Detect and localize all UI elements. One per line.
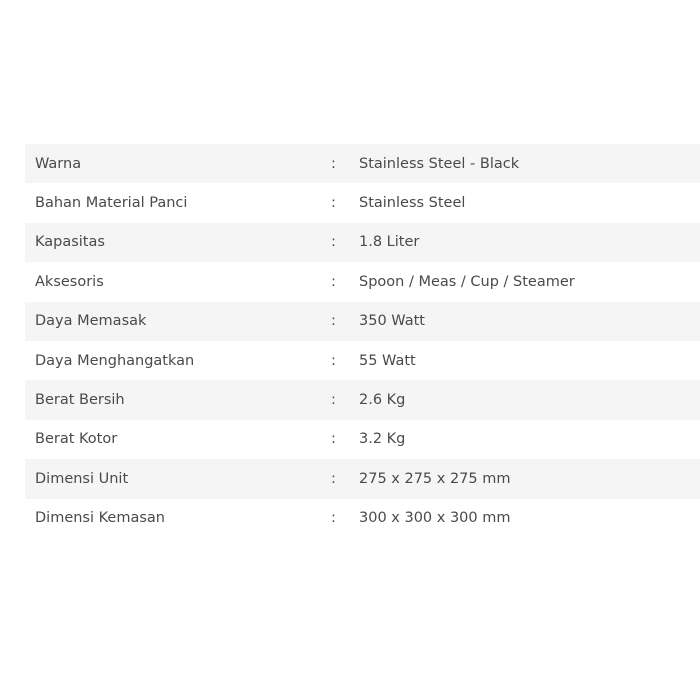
- spec-label: Warna: [35, 155, 82, 172]
- spec-value: Stainless Steel - Black: [359, 155, 520, 172]
- spec-row-warna: [25, 144, 700, 183]
- spec-label: Berat Kotor: [35, 431, 118, 448]
- spec-value: 1.8 Liter: [359, 234, 420, 251]
- spec-value: 275 x 275 x 275 mm: [359, 470, 511, 487]
- spec-label: Daya Memasak: [35, 313, 147, 330]
- spec-separator: :: [331, 392, 336, 409]
- spec-value: 300 x 300 x 300 mm: [359, 510, 511, 527]
- spec-label: Dimensi Unit: [35, 470, 129, 487]
- spec-row-daya-menghangatkan: [25, 341, 700, 380]
- spec-separator: :: [331, 352, 336, 369]
- spec-value: 3.2 Kg: [359, 431, 406, 448]
- spec-row-berat-kotor: [25, 420, 700, 459]
- spec-label: Aksesoris: [35, 273, 104, 290]
- spec-separator: :: [331, 431, 336, 448]
- spec-value: 55 Watt: [359, 352, 416, 369]
- spec-row-kapasitas: [25, 223, 700, 262]
- spec-label: Berat Bersih: [35, 392, 125, 409]
- spec-table: [25, 144, 700, 538]
- spec-value: 350 Watt: [359, 313, 425, 330]
- spec-separator: :: [331, 313, 336, 330]
- spec-label: Daya Menghangatkan: [35, 352, 195, 369]
- spec-row-bahan-material: [25, 183, 700, 222]
- spec-separator: :: [331, 155, 336, 172]
- spec-value: Stainless Steel: [359, 195, 466, 212]
- spec-separator: :: [331, 195, 336, 212]
- spec-separator: :: [331, 273, 336, 290]
- spec-label: Bahan Material Panci: [35, 195, 188, 212]
- spec-row-dimensi-unit: [25, 459, 700, 498]
- spec-separator: :: [331, 510, 336, 527]
- spec-label: Kapasitas: [35, 234, 105, 251]
- spec-value: Spoon / Meas / Cup / Steamer: [359, 273, 575, 290]
- spec-row-aksesoris: [25, 262, 700, 301]
- spec-row-dimensi-kemasan: [25, 499, 700, 538]
- spec-separator: :: [331, 234, 336, 251]
- spec-label: Dimensi Kemasan: [35, 510, 165, 527]
- spec-row-berat-bersih: [25, 380, 700, 419]
- spec-separator: :: [331, 470, 336, 487]
- spec-row-daya-memasak: [25, 302, 700, 341]
- spec-value: 2.6 Kg: [359, 392, 406, 409]
